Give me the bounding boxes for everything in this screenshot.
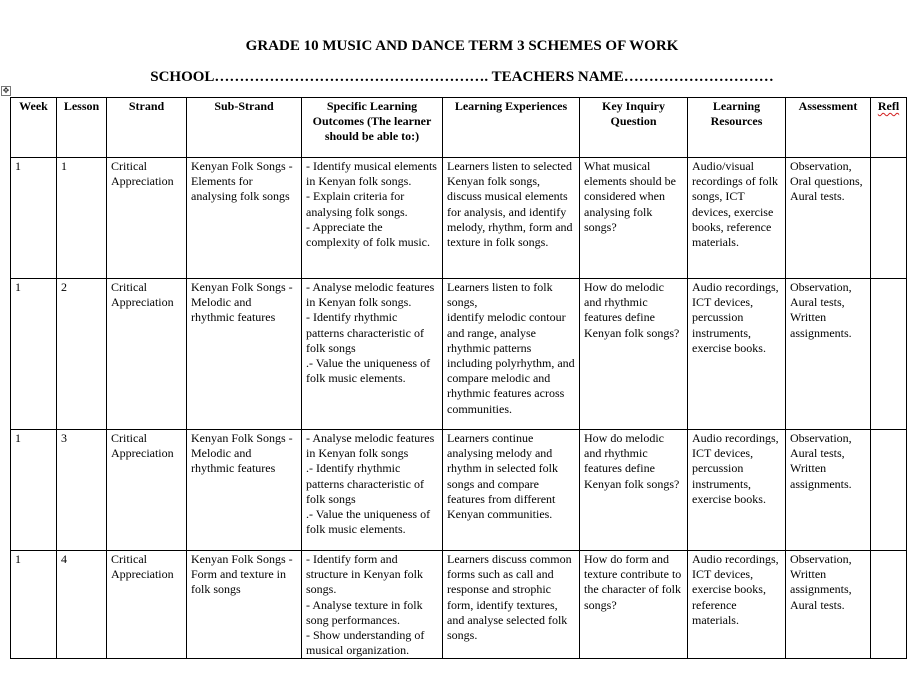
cell-week: 1 xyxy=(11,279,57,430)
cell-resources: Audio/visual recordings of folk songs, ICT devices, exercise books, reference materials. xyxy=(688,158,786,279)
header-reflection: Refl xyxy=(871,98,907,158)
cell-inquiry: How do melodic and rhythmic features define Kenyan folk songs? xyxy=(580,279,688,430)
cell-resources: Audio recordings, ICT devices, percussion instruments, exercise books. xyxy=(688,279,786,430)
table-row xyxy=(11,158,907,279)
header-inquiry: Key Inquiry Question xyxy=(580,98,688,158)
header-strand: Strand xyxy=(107,98,187,158)
table-row xyxy=(11,551,907,659)
cell-week: 1 xyxy=(11,158,57,279)
header-row xyxy=(11,98,907,158)
cell-outcomes: - Identify musical elements in Kenyan folk songs. - Explain criteria for analysing folk songs. - Appreciate the complexity of folk music. xyxy=(302,158,443,279)
cell-sub-strand: Kenyan Folk Songs - Form and texture in folk songs xyxy=(187,551,302,659)
header-sub-strand: Sub-Strand xyxy=(187,98,302,158)
cell-strand: Critical Appreciation xyxy=(107,551,187,659)
schemes-of-work-table xyxy=(10,97,907,659)
header-week: Week xyxy=(11,98,57,158)
cell-week: 1 xyxy=(11,551,57,659)
cell-inquiry: How do form and texture contribute to the character of folk songs? xyxy=(580,551,688,659)
header-assessment: Assessment xyxy=(786,98,871,158)
cell-sub-strand: Kenyan Folk Songs - Melodic and rhythmic features xyxy=(187,430,302,551)
cell-experiences: Learners listen to selected Kenyan folk songs, discuss musical elements for analysis, and identify melody, rhythm, form and texture in folk songs. xyxy=(443,158,580,279)
cell-outcomes: - Identify form and structure in Kenyan folk songs. - Analyse texture in folk song performances. - Show understanding of musical organization. xyxy=(302,551,443,659)
cell-lesson: 4 xyxy=(57,551,107,659)
cell-sub-strand: Kenyan Folk Songs - Melodic and rhythmic features xyxy=(187,279,302,430)
header-lesson: Lesson xyxy=(57,98,107,158)
cell-assessment: Observation, Aural tests, Written assignments. xyxy=(786,279,871,430)
cell-resources: Audio recordings, ICT devices, percussion instruments, exercise books. xyxy=(688,430,786,551)
cell-outcomes: - Analyse melodic features in Kenyan folk songs .- Identify rhythmic patterns characteristic of folk songs .- Value the uniqueness of folk music elements. xyxy=(302,430,443,551)
cell-outcomes: - Analyse melodic features in Kenyan folk songs. - Identify rhythmic patterns characteristic of folk songs .- Value the uniqueness of folk music elements. xyxy=(302,279,443,430)
cell-experiences: Learners listen to folk songs, identify melodic contour and range, analyse rhythmic patterns including polyrhythm, and compare melodic and rhythmic features across communities. xyxy=(443,279,580,430)
table-row xyxy=(11,430,907,551)
cell-experiences: Learners discuss common forms such as call and response and strophic form, identify textures, and analyse selected folk songs. xyxy=(443,551,580,659)
cell-reflection xyxy=(871,158,907,279)
cell-assessment: Observation, Oral questions, Aural tests. xyxy=(786,158,871,279)
cell-strand: Critical Appreciation xyxy=(107,158,187,279)
document-title: GRADE 10 MUSIC AND DANCE TERM 3 SCHEMES OF WORK xyxy=(245,38,679,54)
table-row xyxy=(11,279,907,430)
school-teacher-line: SCHOOL………………………………………………. TEACHERS NAME………………………… xyxy=(150,69,774,85)
cell-reflection xyxy=(871,430,907,551)
cell-reflection xyxy=(871,279,907,430)
table-move-handle-icon[interactable]: ✥ xyxy=(2,86,10,95)
cell-assessment: Observation, Aural tests, Written assignments. xyxy=(786,430,871,551)
cell-strand: Critical Appreciation xyxy=(107,430,187,551)
cell-lesson: 1 xyxy=(57,158,107,279)
cell-resources: Audio recordings, ICT devices, exercise books, reference materials. xyxy=(688,551,786,659)
cell-inquiry: What musical elements should be considered when analysing folk songs? xyxy=(580,158,688,279)
header-experiences: Learning Experiences xyxy=(443,98,580,158)
cell-lesson: 3 xyxy=(57,430,107,551)
header-outcomes: Specific Learning Outcomes (The learner should be able to:) xyxy=(302,98,443,158)
cell-assessment: Observation, Written assignments, Aural tests. xyxy=(786,551,871,659)
cell-lesson: 2 xyxy=(57,279,107,430)
cell-inquiry: How do melodic and rhythmic features define Kenyan folk songs? xyxy=(580,430,688,551)
header-resources: Learning Resources xyxy=(688,98,786,158)
cell-sub-strand: Kenyan Folk Songs - Elements for analysing folk songs xyxy=(187,158,302,279)
cell-strand: Critical Appreciation xyxy=(107,279,187,430)
cell-experiences: Learners continue analysing melody and rhythm in selected folk songs and compare features from different Kenyan communities. xyxy=(443,430,580,551)
cell-week: 1 xyxy=(11,430,57,551)
cell-reflection xyxy=(871,551,907,659)
